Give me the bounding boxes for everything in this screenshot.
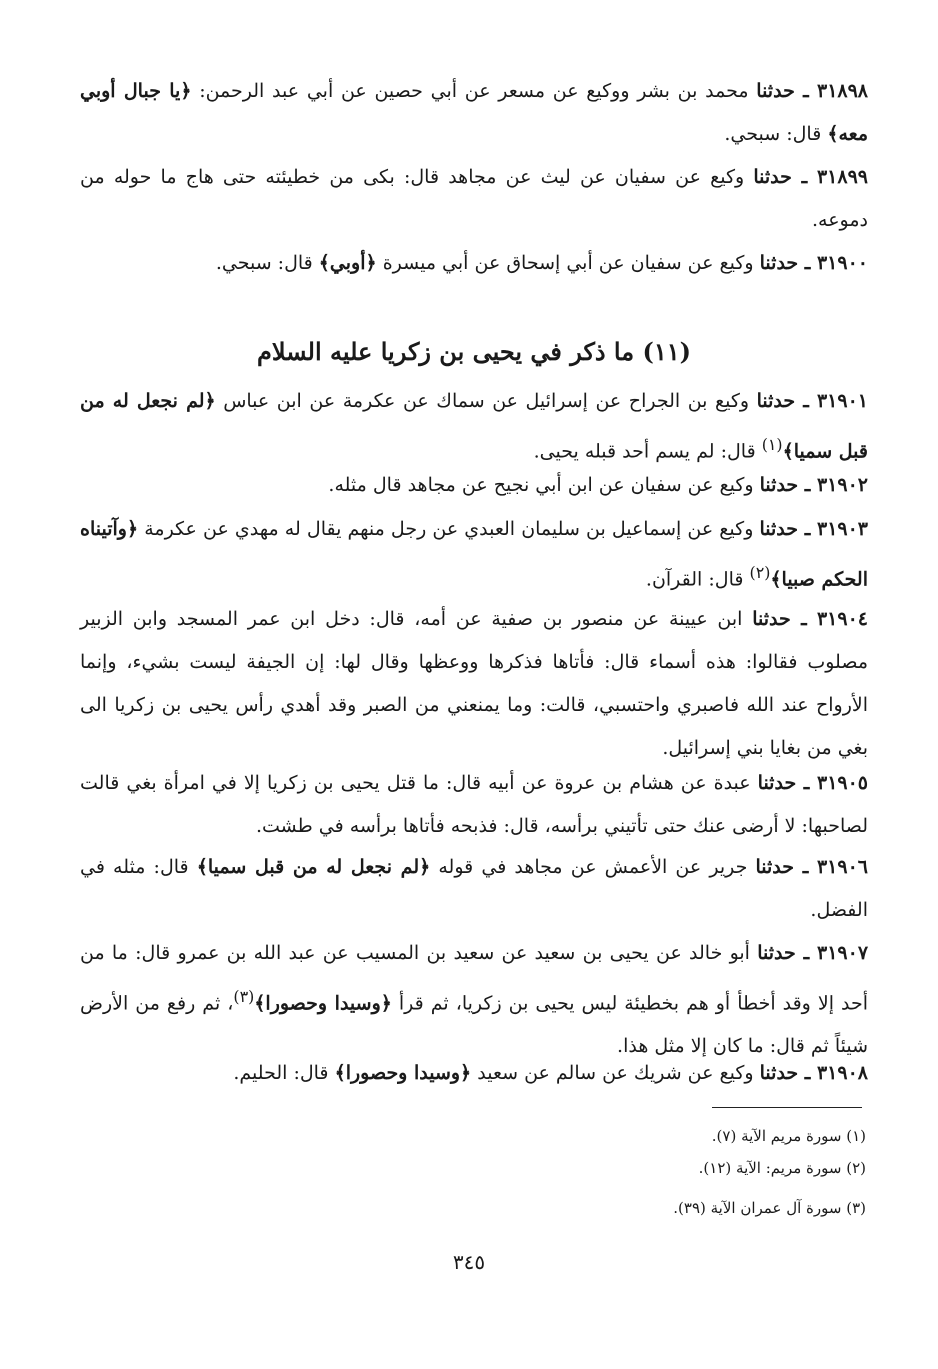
hadith-31901: ٣١٩٠١ ـ حدثنا وكيع بن الجراح عن إسرائيل عن سماك عن عكرمة عن ابن عباس ﴿لم نجعل له من قبل سميا﴾$^{(١)}$ قال: لم يسم أحد قبله يحيى. — [80, 390, 868, 463]
hadith-number: ٣١٩٠٨ — [816, 1062, 868, 1084]
hadith-31906: ٣١٩٠٦ ـ حدثنا جرير عن الأعمش عن مجاهد في قوله ﴿لم نجعل له من قبل سميا﴾ قال: مثله في الفضل. — [80, 856, 868, 921]
hadith-lead: حدثنا — [757, 942, 796, 964]
hadith-lead: حدثنا — [759, 474, 799, 496]
hadith-31907: ٣١٩٠٧ ـ حدثنا أبو خالد عن يحيى بن سعيد عن سعيد بن المسيب عن عبد الله بن عمرو قال: ما من أحد إلا وقد أخطأ أو هم بخطيئة ليس يحيى بن زكريا، ثم قرأ ﴿وسيدا وحصورا﴾$^{(٣)}$، ثم رفع من الأرض شيئاً ثم قال: ما كان إلا مثل هذا. — [80, 942, 869, 1058]
footnote-3: (٣) سورة آل عمران الآية (٣٩). — [673, 1199, 866, 1217]
footnote-ref: (١) — [761, 435, 783, 454]
hadith-text: وكيع عن سفيان عن ليث عن مجاهد قال: بكى من خطيئته حتى هاج ما حوله من دموعه. — [80, 166, 868, 231]
footnote-2: (٢) سورة مريم: الآية (١٢). — [698, 1159, 866, 1177]
quran-quote: ﴿لم نجعل له من قبل سميا﴾ — [196, 856, 431, 878]
hadith-tail: قال: القرآن. — [645, 568, 750, 591]
quran-quote: ﴿أوبي﴾ — [318, 252, 377, 274]
hadith-31905: ٣١٩٠٥ ـ حدثنا عبدة عن هشام بن عروة عن أبيه قال: ما قتل يحيى بن زكريا إلا في امرأة بغي قالت لصاحبها: لا أرضى عنك حتى تأتيني برأسه، قال: فذبحه فأتاها برأسه في طشت. — [80, 772, 869, 837]
hadith-lead: حدثنا — [755, 856, 794, 878]
quran-quote: ﴿وسيدا وحصورا﴾ — [334, 1062, 472, 1084]
hadith-number: ٣١٩٠٣ — [816, 518, 869, 540]
hadith-tail: ، ثم رفع من الأرض شيئاً ثم قال: ما كان إلا مثل هذا. — [80, 992, 868, 1058]
quran-quote: ﴿لم نجعل له من قبل سميا﴾ — [80, 390, 868, 463]
hadith-lead: حدثنا — [759, 252, 799, 274]
hadith-number: ٣١٨٩٨ — [816, 80, 869, 102]
section-heading: (١١) ما ذكر في يحيى بن زكريا عليه السلام — [257, 337, 691, 366]
hadith-text: عبدة عن هشام بن عروة عن أبيه قال: ما قتل يحيى بن زكريا إلا في امرأة بغي قالت لصاحبها: لا أرضى عنك حتى تأتيني برأسه، قال: فذبحه فأتاها برأسه في طشت. — [80, 772, 868, 837]
hadith-text: وكيع عن سفيان عن ابن أبي نجيح عن مجاهد قال مثله. — [328, 474, 754, 496]
hadith-31904: ٣١٩٠٤ ـ حدثنا ابن عيينة عن منصور بن صفية عن أمه، قال: دخل ابن عمر المسجد وابن الزبير مصلوب فقالوا: هذه أسماء قال: فأتاها فذكرها ووعظها وقال لها: إن الجيفة ليست بشيء، وإنما الأرواح عند الله فاصبري واحتسبي، قالت: وما يمنعني من الصبر وقد أهدي رأس يحيى بن زكريا الى بغي من بغايا بني إسرائيل. — [80, 608, 868, 759]
hadith-number: ٣١٩٠٦ — [816, 856, 868, 878]
hadith-31899: ٣١٨٩٩ ـ حدثنا وكيع عن سفيان عن ليث عن مجاهد قال: بكى من خطيئته حتى هاج ما حوله من دموعه. — [80, 166, 868, 231]
hadith-number: ٣١٩٠٧ — [817, 942, 869, 964]
hadith-lead: حدثنا — [752, 608, 791, 630]
hadith-number: ٣١٩٠٤ — [816, 608, 868, 630]
hadith-tail: قال: مثله في الفضل. — [80, 856, 868, 921]
footnote-ref: (٢) — [749, 563, 771, 582]
footnote-ref: (٣) — [233, 987, 255, 1006]
hadith-31903: ٣١٩٠٣ ـ حدثنا وكيع عن إسماعيل بن سليمان العبدي عن رجل منهم يقال له مهدي عن عكرمة ﴿وآتيناه الحكم صبيا﴾$^{(٢)}$ قال: القرآن. — [80, 518, 869, 591]
hadith-text: وكيع بن الجراح عن إسرائيل عن سماك عن عكرمة عن ابن عباس — [215, 390, 750, 412]
footnote-divider — [712, 1107, 862, 1108]
hadith-lead: حدثنا — [757, 772, 797, 794]
hadith-tail: قال: سبحي. — [215, 252, 319, 274]
hadith-number: ٣١٩٠٥ — [816, 772, 869, 794]
hadith-text: أبو خالد عن يحيى بن سعيد عن سعيد بن المسيب عن عبد الله بن عمرو قال: ما من أحد إلا وقد أخطأ أو هم بخطيئة ليس يحيى بن زكريا، ثم قرأ — [80, 942, 868, 1015]
hadith-text: ابن عيينة عن منصور بن صفية عن أمه، قال: دخل ابن عمر المسجد وابن الزبير مصلوب فقالوا: هذه أسماء قال: فأتاها فذكرها ووعظها وقال لها: إن الجيفة ليست بشيء، وإنما الأرواح عند الله فاصبري واحتسبي، قالت: وما يمنعني من الصبر وقد أهدي رأس يحيى بن زكريا الى بغي من بغايا بني إسرائيل. — [80, 608, 868, 759]
hadith-tail: قال: سبحي. — [724, 123, 828, 145]
hadith-31900: ٣١٩٠٠ ـ حدثنا وكيع عن سفيان عن أبي إسحاق عن أبي ميسرة ﴿أوبي﴾ قال: سبحي. — [215, 252, 868, 274]
hadith-31898: ٣١٨٩٨ ـ حدثنا محمد بن بشر ووكيع عن مسعر عن أبي حصين عن أبي عبد الرحمن: ﴿يا جبال أوبي معه﴾ قال: سبحي. — [80, 80, 869, 145]
hadith-lead: حدثنا — [759, 518, 799, 540]
hadith-text: وكيع عن شريك عن سالم عن سعيد — [471, 1062, 754, 1084]
hadith-lead: حدثنا — [756, 80, 795, 102]
hadith-number: ٣١٩٠٢ — [816, 474, 868, 496]
hadith-lead: حدثنا — [759, 1062, 799, 1084]
quran-quote: ﴿وسيدا وحصورا﴾ — [254, 992, 392, 1015]
quran-quote: ﴿وآتيناه الحكم صبيا﴾ — [80, 518, 868, 591]
hadith-text: جرير عن الأعمش عن مجاهد في قوله — [430, 856, 748, 878]
hadith-number: ٣١٩٠٠ — [816, 252, 868, 274]
hadith-text: وكيع عن سفيان عن أبي إسحاق عن أبي ميسرة — [376, 252, 754, 274]
hadith-text: محمد بن بشر ووكيع عن مسعر عن أبي حصين عن أبي عبد الرحمن: — [191, 80, 749, 102]
hadith-lead: حدثنا — [756, 390, 796, 412]
hadith-lead: حدثنا — [753, 166, 792, 188]
hadith-31908: ٣١٩٠٨ ـ حدثنا وكيع عن شريك عن سالم عن سعيد ﴿وسيدا وحصورا﴾ قال: الحليم. — [233, 1062, 868, 1084]
page-number: ٣٤٥ — [452, 1250, 486, 1274]
hadith-number: ٣١٨٩٩ — [816, 166, 868, 188]
hadith-tail: قال: الحليم. — [233, 1062, 335, 1084]
hadith-number: ٣١٩٠١ — [816, 390, 868, 412]
quran-quote: ﴿يا جبال أوبي معه﴾ — [80, 80, 868, 145]
hadith-tail: قال: لم يسم أحد قبله يحيى. — [533, 440, 762, 463]
hadith-text: وكيع عن إسماعيل بن سليمان العبدي عن رجل منهم يقال له مهدي عن عكرمة — [138, 518, 754, 540]
hadith-31902: ٣١٩٠٢ ـ حدثنا وكيع عن سفيان عن ابن أبي نجيح عن مجاهد قال مثله. — [328, 474, 868, 496]
footnote-1: (١) سورة مريم الآية (٧). — [711, 1127, 866, 1145]
